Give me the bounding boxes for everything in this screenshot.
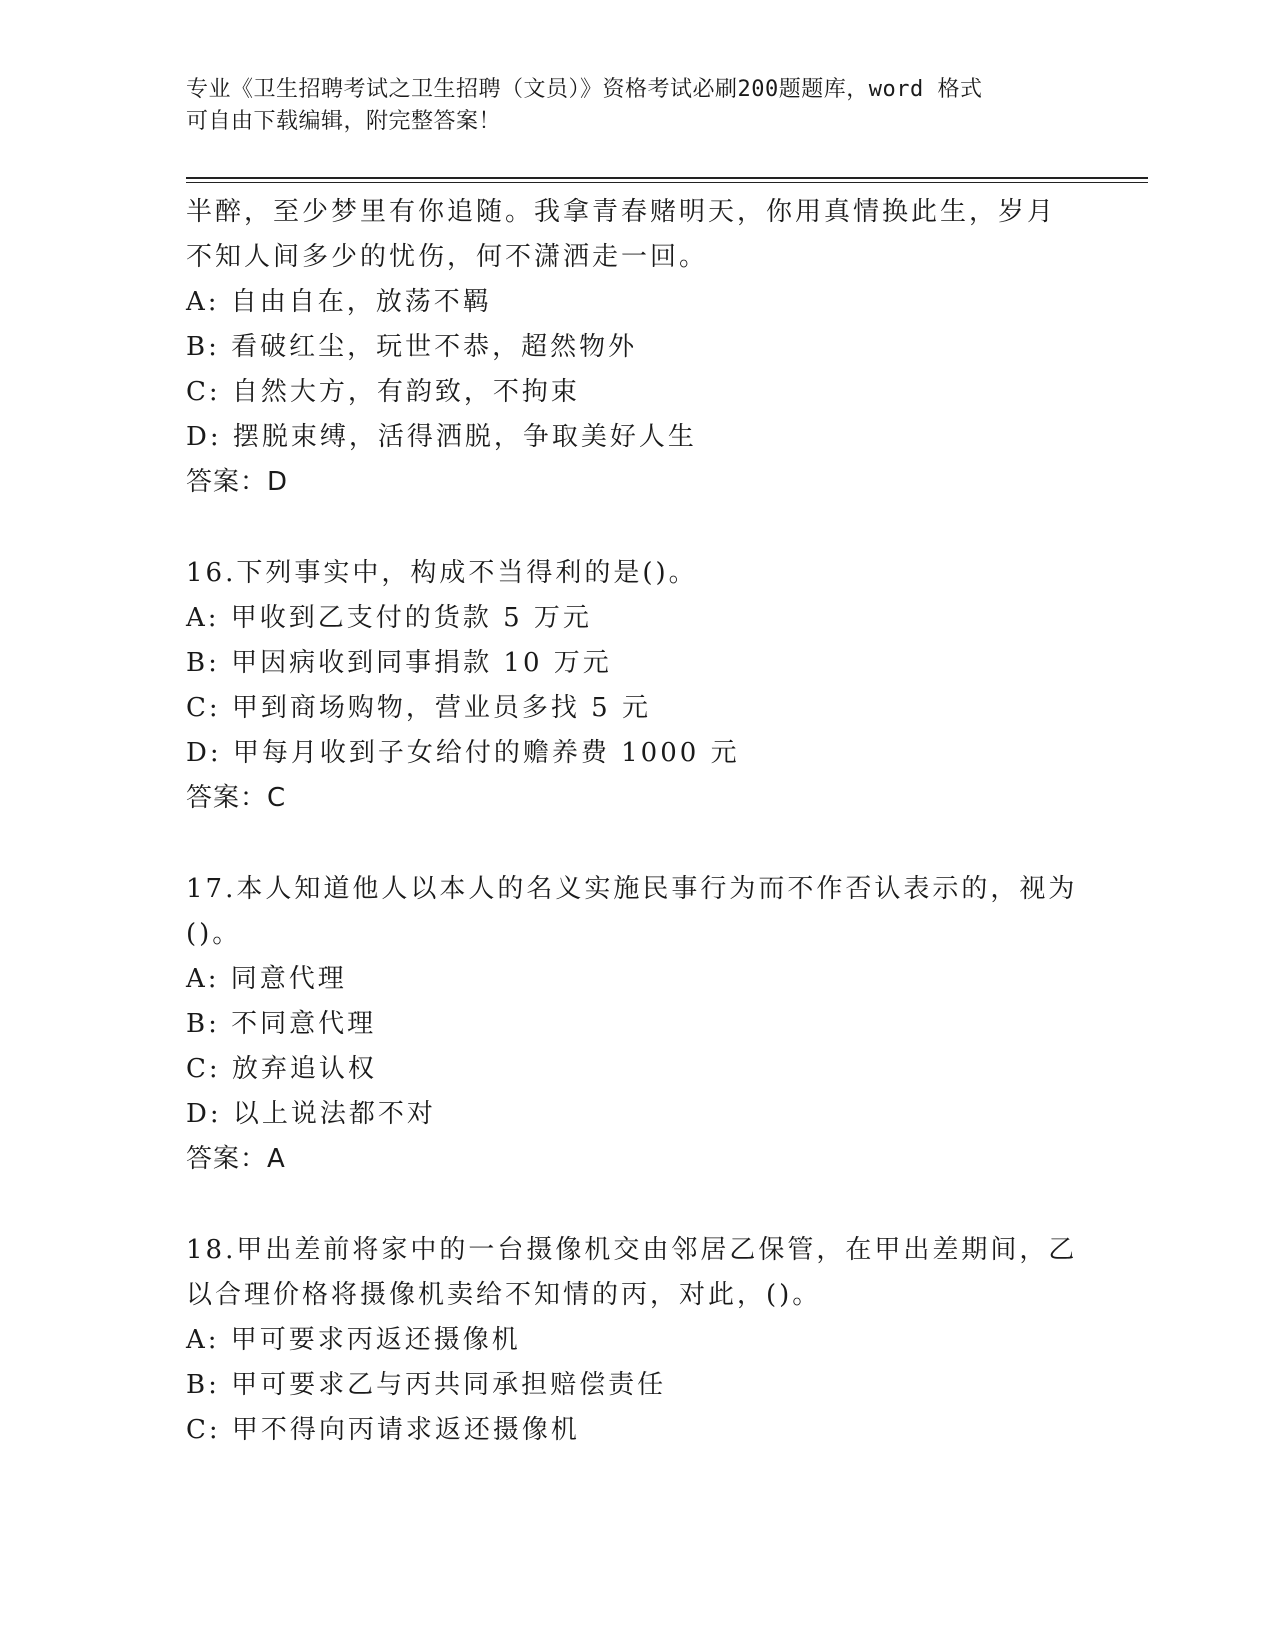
option-c: C: 甲不得向丙请求返还摄像机 bbox=[186, 1415, 580, 1445]
question-stem-continued: ()。 bbox=[186, 919, 242, 949]
question-16 bbox=[186, 551, 1086, 821]
option-c: C: 自然大方，有韵致，不拘束 bbox=[186, 377, 580, 407]
answer-line: 答案：C bbox=[186, 783, 287, 813]
question-18 bbox=[186, 1228, 1086, 1453]
document-header bbox=[186, 74, 1086, 138]
question-stem: 17.本人知道他人以本人的名义实施民事行为而不作否认表示的，视为 bbox=[186, 874, 1078, 904]
header-divider bbox=[186, 177, 1148, 183]
option-b: B: 甲可要求乙与丙共同承担赔偿责任 bbox=[186, 1370, 667, 1400]
question-stem: 18.甲出差前将家中的一台摄像机交由邻居乙保管，在甲出差期间，乙 bbox=[186, 1235, 1078, 1265]
option-b: B: 不同意代理 bbox=[186, 1009, 377, 1039]
answer-line: 答案：A bbox=[186, 1144, 286, 1174]
option-d: D: 甲每月收到子女给付的赡养费 1000 元 bbox=[186, 738, 740, 768]
option-a: A: 自由自在，放荡不羁 bbox=[186, 287, 492, 317]
option-a: A: 甲可要求丙返还摄像机 bbox=[186, 1325, 521, 1355]
option-d: D: 摆脱束缚，活得洒脱，争取美好人生 bbox=[186, 422, 697, 452]
answer-line: 答案：D bbox=[186, 467, 289, 497]
option-c: C: 放弃追认权 bbox=[186, 1054, 377, 1084]
option-a: A: 甲收到乙支付的货款 5 万元 bbox=[186, 603, 592, 633]
question-15-continuation bbox=[186, 190, 1086, 505]
question-text-line: 半醉，至少梦里有你追随。我拿青春赌明天，你用真情换此生，岁月 bbox=[186, 197, 1057, 227]
question-text-line: 不知人间多少的忧伤，何不潇洒走一回。 bbox=[186, 242, 709, 272]
spacer bbox=[186, 1182, 1086, 1228]
question-17 bbox=[186, 867, 1086, 1182]
option-c: C: 甲到商场购物，营业员多找 5 元 bbox=[186, 693, 651, 723]
option-b: B: 看破红尘，玩世不恭，超然物外 bbox=[186, 332, 638, 362]
spacer bbox=[186, 505, 1086, 551]
option-d: D: 以上说法都不对 bbox=[186, 1099, 436, 1129]
spacer bbox=[186, 821, 1086, 867]
header-title-line-1: 专业《卫生招聘考试之卫生招聘（文员）》资格考试必刷200题题库，word 格式 bbox=[186, 77, 983, 102]
option-b: B: 甲因病收到同事捐款 10 万元 bbox=[186, 648, 612, 678]
header-title-line-2: 可自由下载编辑，附完整答案！ bbox=[186, 109, 502, 134]
option-a: A: 同意代理 bbox=[186, 964, 347, 994]
document-body bbox=[186, 190, 1086, 1453]
question-stem: 16.下列事实中，构成不当得利的是()。 bbox=[186, 558, 698, 588]
question-stem-continued: 以合理价格将摄像机卖给不知情的丙，对此，()。 bbox=[186, 1280, 822, 1310]
